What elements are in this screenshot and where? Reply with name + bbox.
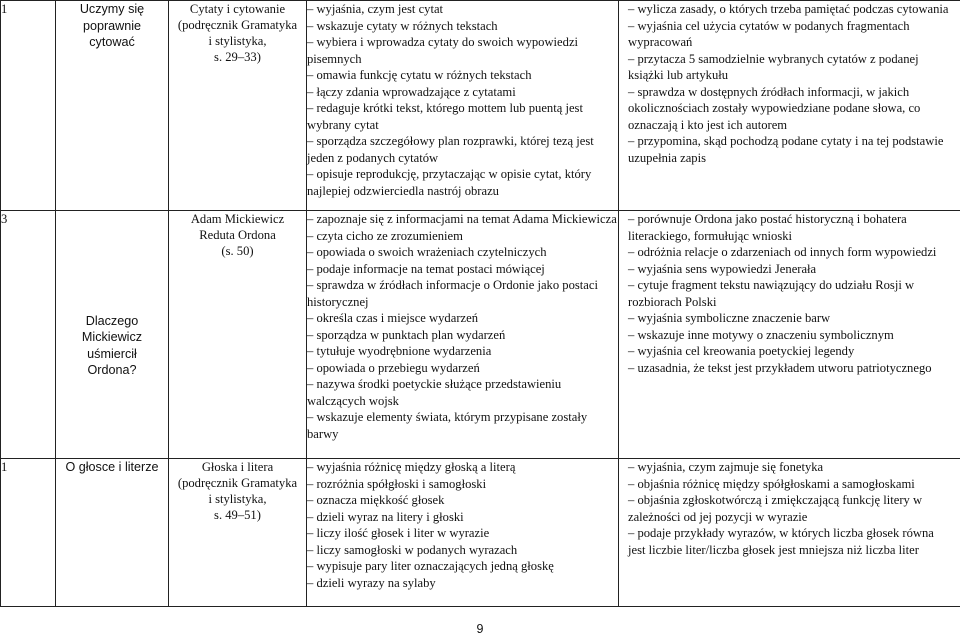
list-item: – objaśnia zgłoskotwórczą i zmiękczającą funkcję litery w zależności od jej pozycji w wyrazie [628,492,954,525]
list-item: – oznacza miękkość głosek [307,492,618,509]
list-item: – wyjaśnia sens wypowiedzi Jenerała [628,261,954,278]
list-item: – nazywa środki poetyckie służące przedstawieniu walczących wojsk [307,376,618,409]
source-line: i stylistyka, [169,33,306,49]
list-item: – łączy zdania wprowadzające z cytatami [307,84,618,101]
list-item: – przypomina, skąd pochodzą podane cytaty i na tej podstawie uzupełnia zapis [628,133,954,166]
source-line: s. 29–33) [169,49,306,65]
source-line: Cytaty i cytowanie [169,1,306,17]
list-item: – omawia funkcję cytatu w różnych tekstach [307,67,618,84]
list-item: – redaguje krótki tekst, którego mottem lub puentą jest wybrany cytat [307,100,618,133]
list-item: – określa czas i miejsce wydarzeń [307,310,618,327]
lesson-hours: 1 [1,459,56,607]
extended-requirements [619,1,960,211]
source-line: (podręcznik Gramatyka [169,475,306,491]
source-line: Reduta Ordona [169,227,306,243]
list-item: – czyta cicho ze zrozumieniem [307,228,618,245]
source-line: s. 49–51) [169,507,306,523]
list-item: – objaśnia różnicę między spółgłoskami a samogłoskami [628,476,954,493]
topic-line: Ordona? [56,362,168,379]
list-item: – uzasadnia, że tekst jest przykładem utworu patriotycznego [628,360,954,377]
list-item: – opowiada o przebiegu wydarzeń [307,360,618,377]
list-item: – sporządza w punktach plan wydarzeń [307,327,618,344]
lesson-source [169,211,307,459]
topic-line: Mickiewicz [56,329,168,346]
lesson-source [169,1,307,211]
list-item: – wskazuje cytaty w różnych tekstach [307,18,618,35]
list-item: – wskazuje inne motywy o znaczeniu symbolicznym [628,327,954,344]
topic-line: uśmiercił [56,346,168,363]
list-item: – tytułuje wyodrębnione wydarzenia [307,343,618,360]
basic-requirements [307,211,619,459]
basic-requirements [307,459,619,607]
topic-line: poprawnie [56,18,168,35]
source-line: i stylistyka, [169,491,306,507]
list-item: – sprawdza w dostępnych źródłach informacji, w jakich okolicznościach zostały wypowiedziane podane słowa, co oznaczają i kto jest ich autorem [628,84,954,134]
lesson-source [169,459,307,607]
list-item: – wybiera i wprowadza cytaty do swoich wypowiedzi pisemnych [307,34,618,67]
list-item: – wylicza zasady, o których trzeba pamiętać podczas cytowania [628,1,954,18]
list-item: – przytacza 5 samodzielnie wybranych cytatów z podanej książki lub artykułu [628,51,954,84]
topic-line: Dlaczego [56,313,168,330]
extended-requirements [619,459,960,607]
topic-line: Uczymy się [56,1,168,18]
table-row [1,211,960,459]
list-item: – wyjaśnia, czym zajmuje się fonetyka [628,459,954,476]
lesson-topic [56,211,169,459]
list-item: – sporządza szczegółowy plan rozprawki, której tezą jest jeden z podanych cytatów [307,133,618,166]
list-item: – sprawdza w źródłach informacje o Ordonie jako postaci historycznej [307,277,618,310]
list-item: – porównuje Ordona jako postać historyczną i bohatera literackiego, formułując wnioski [628,211,954,244]
list-item: – wypisuje pary liter oznaczających jedną głoskę [307,558,618,575]
lesson-topic [56,1,169,211]
source-line: Głoska i litera [169,459,306,475]
table-row [1,459,960,607]
source-line: (s. 50) [169,243,306,259]
list-item: – dzieli wyraz na litery i głoski [307,509,618,526]
list-item: – wyjaśnia cel kreowania poetyckiej legendy [628,343,954,360]
lesson-hours: 3 [1,211,56,459]
lesson-hours: 1 [1,1,56,211]
topic-line: O głosce i literze [56,459,168,476]
list-item: – zapoznaje się z informacjami na temat Adama Mickiewicza [307,211,618,228]
list-item: – opisuje reprodukcję, przytaczając w opisie cytat, który najlepiej odzwierciedla nastrój obrazu [307,166,618,199]
list-item: – opowiada o swoich wrażeniach czytelniczych [307,244,618,261]
list-item: – wyjaśnia cel użycia cytatów w podanych fragmentach wypracowań [628,18,954,51]
list-item: – liczy ilość głosek i liter w wyrazie [307,525,618,542]
list-item: – wskazuje elementy świata, którym przypisane zostały barwy [307,409,618,442]
list-item: – wyjaśnia różnicę między głoską a literą [307,459,618,476]
source-line: (podręcznik Gramatyka [169,17,306,33]
list-item: – liczy samogłoski w podanych wyrazach [307,542,618,559]
list-item: – podaje informacje na temat postaci mówiącej [307,261,618,278]
basic-requirements [307,1,619,211]
list-item: – wyjaśnia symboliczne znaczenie barw [628,310,954,327]
source-line: Adam Mickiewicz [169,211,306,227]
list-item: – rozróżnia spółgłoski i samogłoski [307,476,618,493]
table-row [1,1,960,211]
extended-requirements [619,211,960,459]
lesson-topic [56,459,169,607]
list-item: – podaje przykłady wyrazów, w których liczba głosek równa jest liczbie liter/liczba głosek jest mniejsza niż liczba liter [628,525,954,558]
list-item: – dzieli wyrazy na sylaby [307,575,618,592]
topic-line: cytować [56,34,168,51]
list-item: – cytuje fragment tekstu nawiązujący do udziału Rosji w rozbiorach Polski [628,277,954,310]
page-number: 9 [0,622,960,636]
list-item: – wyjaśnia, czym jest cytat [307,1,618,18]
list-item: – odróżnia relacje o zdarzeniach od innych form wypowiedzi [628,244,954,261]
